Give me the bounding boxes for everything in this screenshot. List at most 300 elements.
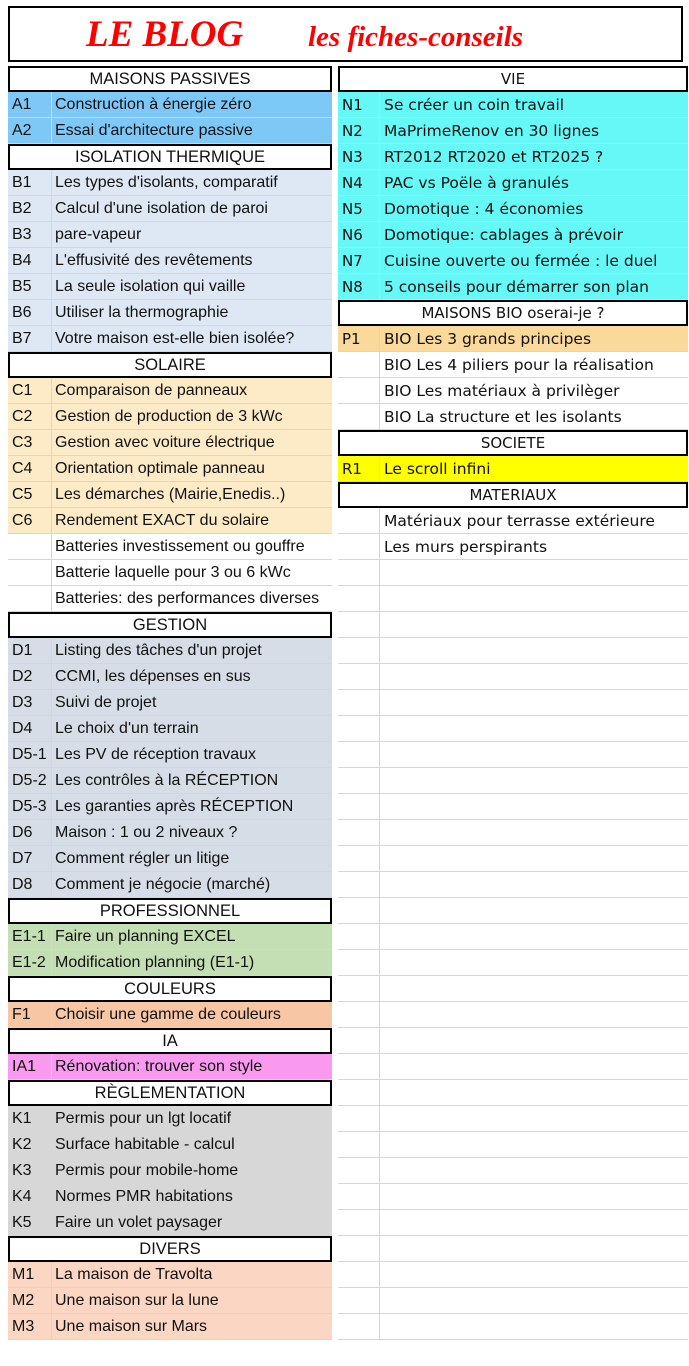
article-code: B6 bbox=[12, 304, 32, 321]
section-a bbox=[8, 66, 332, 144]
empty-cell bbox=[338, 1314, 688, 1340]
cell-divider bbox=[51, 222, 52, 247]
cell-divider bbox=[379, 612, 380, 637]
article-code: N2 bbox=[342, 122, 363, 140]
cell-divider bbox=[51, 846, 52, 871]
cell-divider bbox=[379, 1210, 380, 1235]
article-code: D3 bbox=[12, 694, 33, 711]
article-code: D7 bbox=[12, 850, 33, 867]
article-title: Matériaux pour terrasse extérieure bbox=[384, 512, 655, 530]
article-code: C3 bbox=[12, 434, 33, 451]
section-header[interactable]: RÈGLEMENTATION bbox=[8, 1080, 332, 1106]
article-code: C4 bbox=[12, 460, 33, 477]
cell-divider bbox=[379, 1106, 380, 1131]
cell-divider bbox=[379, 92, 380, 117]
cell-divider bbox=[51, 1002, 52, 1027]
article-link[interactable] bbox=[338, 144, 688, 170]
blog-title-banner bbox=[8, 6, 683, 62]
empty-cell bbox=[338, 612, 688, 638]
article-link[interactable] bbox=[338, 118, 688, 144]
cell-divider bbox=[51, 404, 52, 429]
article-title: PAC vs Poële à granulés bbox=[384, 174, 569, 192]
cell-divider bbox=[379, 274, 380, 299]
cell-divider bbox=[51, 872, 52, 897]
cell-divider bbox=[51, 1158, 52, 1183]
cell-divider bbox=[379, 1262, 380, 1287]
empty-cell bbox=[338, 664, 688, 690]
article-title: Domotique : 4 économies bbox=[384, 200, 584, 218]
article-link[interactable] bbox=[338, 326, 688, 352]
left-column bbox=[8, 66, 332, 1340]
section-b bbox=[8, 144, 332, 352]
cell-divider bbox=[51, 118, 52, 143]
empty-cell bbox=[338, 794, 688, 820]
section-header[interactable]: ISOLATION THERMIQUE bbox=[8, 144, 332, 170]
article-code: F1 bbox=[12, 1006, 31, 1023]
cell-divider bbox=[379, 1184, 380, 1209]
section-mat bbox=[338, 482, 688, 560]
empty-cell bbox=[338, 1028, 688, 1054]
blog-title: LE BLOG bbox=[86, 14, 244, 55]
cell-divider bbox=[51, 1314, 52, 1339]
article-title: BIO Les 4 piliers pour la réalisation bbox=[384, 356, 654, 374]
article-title: Comment je négocie (marché) bbox=[55, 876, 271, 893]
article-link[interactable] bbox=[8, 768, 332, 794]
empty-cell bbox=[338, 846, 688, 872]
cell-divider bbox=[379, 950, 380, 975]
section-e bbox=[8, 898, 332, 976]
article-title: BIO La structure et les isolants bbox=[384, 408, 622, 426]
empty-cell bbox=[338, 1080, 688, 1106]
article-link[interactable] bbox=[338, 222, 688, 248]
cell-divider bbox=[379, 326, 380, 351]
article-link[interactable] bbox=[8, 300, 332, 326]
cell-divider bbox=[379, 586, 380, 611]
cell-divider bbox=[379, 638, 380, 663]
article-title: BIO Les 3 grands principes bbox=[384, 330, 592, 348]
cell-divider bbox=[51, 664, 52, 689]
section-header[interactable]: GESTION bbox=[8, 612, 332, 638]
cell-divider bbox=[379, 196, 380, 221]
article-code: R1 bbox=[342, 460, 362, 478]
cell-divider bbox=[379, 1028, 380, 1053]
article-code: A2 bbox=[12, 122, 32, 139]
article-link[interactable] bbox=[8, 820, 332, 846]
cell-divider bbox=[379, 378, 380, 403]
empty-cell bbox=[338, 768, 688, 794]
cell-divider bbox=[51, 196, 52, 221]
cell-divider bbox=[51, 768, 52, 793]
section-header[interactable]: IA bbox=[8, 1028, 332, 1054]
cell-divider bbox=[51, 456, 52, 481]
cell-divider bbox=[379, 898, 380, 923]
article-link[interactable] bbox=[8, 1132, 332, 1158]
article-link[interactable] bbox=[8, 1314, 332, 1340]
empty-cell bbox=[338, 716, 688, 742]
article-code: K1 bbox=[12, 1110, 32, 1127]
article-title: Permis pour un lgt locatif bbox=[55, 1110, 232, 1127]
empty-cell bbox=[338, 1184, 688, 1210]
empty-cell bbox=[338, 1262, 688, 1288]
article-link[interactable] bbox=[338, 170, 688, 196]
cell-divider bbox=[379, 534, 380, 559]
article-title: Comparaison de panneaux bbox=[55, 382, 248, 399]
article-title: La seule isolation qui vaille bbox=[55, 278, 246, 295]
article-code: N6 bbox=[342, 226, 363, 244]
cell-divider bbox=[51, 1106, 52, 1131]
section-c bbox=[8, 352, 332, 612]
article-title: Suivi de projet bbox=[55, 694, 157, 711]
cell-divider bbox=[379, 794, 380, 819]
cell-divider bbox=[379, 352, 380, 377]
article-title: Orientation optimale panneau bbox=[55, 460, 265, 477]
article-link[interactable] bbox=[8, 924, 332, 950]
cell-divider bbox=[379, 248, 380, 273]
article-title: Faire un volet paysager bbox=[55, 1214, 223, 1231]
article-code: A1 bbox=[12, 96, 32, 113]
article-code: E1-2 bbox=[12, 954, 46, 971]
article-title: Surface habitable - calcul bbox=[55, 1136, 235, 1153]
article-title: Une maison sur Mars bbox=[55, 1318, 208, 1335]
empty-cell bbox=[338, 1288, 688, 1314]
article-title: MaPrimeRenov en 30 lignes bbox=[384, 122, 600, 140]
article-link[interactable] bbox=[8, 222, 332, 248]
cell-divider bbox=[51, 534, 52, 559]
empty-cell bbox=[338, 690, 688, 716]
section-n bbox=[338, 66, 688, 300]
article-code: C2 bbox=[12, 408, 33, 425]
section-header[interactable]: MAISONS BIO oserai-je ? bbox=[338, 300, 688, 326]
section-p bbox=[338, 300, 688, 430]
article-code: B1 bbox=[12, 174, 32, 191]
article-title: Une maison sur la lune bbox=[55, 1292, 219, 1309]
cell-divider bbox=[379, 1080, 380, 1105]
section-m bbox=[8, 1236, 332, 1340]
empty-cell bbox=[338, 924, 688, 950]
cell-divider bbox=[379, 716, 380, 741]
cell-divider bbox=[51, 1210, 52, 1235]
article-title: Rendement EXACT du solaire bbox=[55, 512, 270, 529]
cell-divider bbox=[51, 170, 52, 195]
article-code: D5-1 bbox=[12, 746, 47, 763]
article-link[interactable] bbox=[8, 92, 332, 118]
empty-cell bbox=[338, 1210, 688, 1236]
cell-divider bbox=[51, 794, 52, 819]
article-code: N5 bbox=[342, 200, 363, 218]
article-title: CCMI, les dépenses en sus bbox=[55, 668, 251, 685]
article-link[interactable] bbox=[8, 1002, 332, 1028]
article-code: B3 bbox=[12, 226, 32, 243]
article-code: C1 bbox=[12, 382, 33, 399]
article-link[interactable] bbox=[8, 1106, 332, 1132]
article-code: B7 bbox=[12, 330, 32, 347]
article-title: Batteries: des performances diverses bbox=[55, 590, 320, 607]
article-code: D6 bbox=[12, 824, 33, 841]
article-title: Calcul d'une isolation de paroi bbox=[55, 200, 268, 217]
empty-cell bbox=[338, 872, 688, 898]
cell-divider bbox=[379, 560, 380, 585]
article-link[interactable] bbox=[8, 248, 332, 274]
article-code: M2 bbox=[12, 1292, 35, 1309]
cell-divider bbox=[379, 170, 380, 195]
section-header[interactable]: MAISONS PASSIVES bbox=[8, 66, 332, 92]
article-code: D2 bbox=[12, 668, 33, 685]
section-r bbox=[338, 430, 688, 482]
article-code: E1-1 bbox=[12, 928, 46, 945]
article-link[interactable] bbox=[8, 378, 332, 404]
article-title: pare-vapeur bbox=[55, 226, 142, 243]
article-link[interactable] bbox=[338, 274, 688, 300]
cell-divider bbox=[379, 1054, 380, 1079]
article-link[interactable] bbox=[8, 690, 332, 716]
empty-cell bbox=[338, 820, 688, 846]
article-code: IA1 bbox=[12, 1058, 37, 1075]
cell-divider bbox=[51, 690, 52, 715]
article-link[interactable] bbox=[8, 430, 332, 456]
article-title: RT2012 RT2020 et RT2025 ? bbox=[384, 148, 604, 166]
article-title: Le scroll infini bbox=[384, 460, 491, 478]
article-code: N3 bbox=[342, 148, 363, 166]
article-code: K4 bbox=[12, 1188, 32, 1205]
cell-divider bbox=[379, 976, 380, 1001]
empty-cell bbox=[338, 1106, 688, 1132]
empty-cell bbox=[338, 1054, 688, 1080]
cell-divider bbox=[51, 1132, 52, 1157]
article-code: N8 bbox=[342, 278, 363, 296]
article-link[interactable] bbox=[8, 716, 332, 742]
cell-divider bbox=[51, 1262, 52, 1287]
article-title: Permis pour mobile-home bbox=[55, 1162, 239, 1179]
section-header[interactable]: SOCIETE bbox=[338, 430, 688, 456]
article-title: Les garanties après RÉCEPTION bbox=[55, 798, 294, 815]
cell-divider bbox=[51, 92, 52, 117]
empty-cell bbox=[338, 638, 688, 664]
cell-divider bbox=[379, 768, 380, 793]
empty-cell bbox=[338, 742, 688, 768]
article-link[interactable] bbox=[8, 846, 332, 872]
article-link[interactable] bbox=[338, 378, 688, 404]
section-f bbox=[8, 976, 332, 1028]
empty-cell bbox=[338, 1236, 688, 1262]
article-link[interactable] bbox=[8, 742, 332, 768]
article-title: Les PV de réception travaux bbox=[55, 746, 257, 763]
article-code: N7 bbox=[342, 252, 363, 270]
section-header[interactable]: MATERIAUX bbox=[338, 482, 688, 508]
article-code: D1 bbox=[12, 642, 33, 659]
article-title: 5 conseils pour démarrer son plan bbox=[384, 278, 650, 296]
article-title: L'effusivité des revêtements bbox=[55, 252, 253, 269]
article-title: BIO Les matériaux à privilèger bbox=[384, 382, 620, 400]
article-link[interactable] bbox=[8, 1158, 332, 1184]
article-link[interactable] bbox=[8, 404, 332, 430]
article-link[interactable] bbox=[338, 248, 688, 274]
article-title: Les murs perspirants bbox=[384, 538, 548, 556]
section-header[interactable]: DIVERS bbox=[8, 1236, 332, 1262]
empty-cell bbox=[338, 586, 688, 612]
article-title: Rénovation: trouver son style bbox=[55, 1058, 263, 1075]
article-title: Faire un planning EXCEL bbox=[55, 928, 236, 945]
cell-divider bbox=[379, 1132, 380, 1157]
article-code: B2 bbox=[12, 200, 32, 217]
cell-divider bbox=[379, 820, 380, 845]
article-link[interactable] bbox=[8, 170, 332, 196]
article-link[interactable] bbox=[338, 352, 688, 378]
section-header[interactable]: COULEURS bbox=[8, 976, 332, 1002]
article-code: C5 bbox=[12, 486, 33, 503]
article-link[interactable] bbox=[338, 196, 688, 222]
article-title: Domotique: cablages à prévoir bbox=[384, 226, 623, 244]
cell-divider bbox=[51, 300, 52, 325]
cell-divider bbox=[379, 1158, 380, 1183]
cell-divider bbox=[51, 924, 52, 949]
right-column bbox=[338, 66, 688, 1340]
article-code: M3 bbox=[12, 1318, 35, 1335]
cell-divider bbox=[51, 820, 52, 845]
cell-divider bbox=[51, 378, 52, 403]
article-link[interactable] bbox=[8, 1184, 332, 1210]
cell-divider bbox=[51, 560, 52, 585]
cell-divider bbox=[379, 118, 380, 143]
section-header[interactable]: VIE bbox=[338, 66, 688, 92]
article-link[interactable] bbox=[8, 326, 332, 352]
article-link[interactable] bbox=[8, 508, 332, 534]
article-code: D4 bbox=[12, 720, 33, 737]
cell-divider bbox=[379, 742, 380, 767]
article-code: N4 bbox=[342, 174, 363, 192]
article-link[interactable] bbox=[338, 508, 688, 534]
cell-divider bbox=[51, 326, 52, 351]
article-link[interactable] bbox=[8, 586, 332, 612]
empty-cell bbox=[338, 1132, 688, 1158]
article-code: B4 bbox=[12, 252, 32, 269]
cell-divider bbox=[379, 664, 380, 689]
cell-divider bbox=[379, 144, 380, 169]
cell-divider bbox=[51, 586, 52, 611]
article-link[interactable] bbox=[8, 1288, 332, 1314]
article-link[interactable] bbox=[8, 872, 332, 898]
article-code: P1 bbox=[342, 330, 361, 348]
article-title: Les démarches (Mairie,Enedis..) bbox=[55, 486, 286, 503]
cell-divider bbox=[379, 690, 380, 715]
cell-divider bbox=[379, 508, 380, 533]
article-code: K3 bbox=[12, 1162, 32, 1179]
empty-cell bbox=[338, 898, 688, 924]
empty-cell bbox=[338, 560, 688, 586]
section-ia bbox=[8, 1028, 332, 1080]
article-code: D5-3 bbox=[12, 798, 47, 815]
article-title: Gestion de production de 3 kWc bbox=[55, 408, 283, 425]
article-link[interactable] bbox=[8, 456, 332, 482]
article-title: Les contrôles à la RÉCEPTION bbox=[55, 772, 279, 789]
cell-divider bbox=[379, 456, 380, 481]
article-link[interactable] bbox=[8, 1054, 332, 1080]
cell-divider bbox=[379, 1314, 380, 1339]
article-title: Maison : 1 ou 2 niveaux ? bbox=[55, 824, 238, 841]
article-title: Choisir une gamme de couleurs bbox=[55, 1006, 281, 1023]
article-link[interactable] bbox=[8, 118, 332, 144]
article-link[interactable] bbox=[8, 794, 332, 820]
cell-divider bbox=[379, 1288, 380, 1313]
empty-cell bbox=[338, 1002, 688, 1028]
article-link[interactable] bbox=[8, 1262, 332, 1288]
section-header[interactable]: PROFESSIONNEL bbox=[8, 898, 332, 924]
article-link[interactable] bbox=[8, 196, 332, 222]
article-title: Comment régler un litige bbox=[55, 850, 230, 867]
article-title: Essai d'architecture passive bbox=[55, 122, 253, 139]
article-title: Batteries investissement ou gouffre bbox=[55, 538, 305, 555]
empty-cell bbox=[338, 1158, 688, 1184]
article-title: Votre maison est-elle bien isolée? bbox=[55, 330, 295, 347]
article-title: Modification planning (E1-1) bbox=[55, 954, 255, 971]
article-link[interactable] bbox=[8, 1210, 332, 1236]
section-k bbox=[8, 1080, 332, 1236]
article-title: Listing des tâches d'un projet bbox=[55, 642, 262, 659]
cell-divider bbox=[379, 924, 380, 949]
article-link[interactable] bbox=[338, 404, 688, 430]
article-code: D5-2 bbox=[12, 772, 47, 789]
article-link[interactable] bbox=[8, 482, 332, 508]
blog-subtitle: les fiches-conseils bbox=[308, 21, 524, 53]
article-title: Cuisine ouverte ou fermée : le duel bbox=[384, 252, 658, 270]
cell-divider bbox=[379, 222, 380, 247]
cell-divider bbox=[51, 248, 52, 273]
cell-divider bbox=[51, 508, 52, 533]
article-code: B5 bbox=[12, 278, 32, 295]
cell-divider bbox=[51, 274, 52, 299]
article-link[interactable] bbox=[8, 560, 332, 586]
empty-cell bbox=[338, 976, 688, 1002]
cell-divider bbox=[379, 1236, 380, 1261]
article-title: Le choix d'un terrain bbox=[55, 720, 199, 737]
cell-divider bbox=[51, 1288, 52, 1313]
cell-divider bbox=[51, 716, 52, 741]
article-link[interactable] bbox=[8, 534, 332, 560]
article-title: La maison de Travolta bbox=[55, 1266, 213, 1283]
cell-divider bbox=[51, 950, 52, 975]
cell-divider bbox=[379, 404, 380, 429]
article-code: K5 bbox=[12, 1214, 32, 1231]
cell-divider bbox=[51, 742, 52, 767]
cell-divider bbox=[379, 872, 380, 897]
article-title: Construction à énergie zéro bbox=[55, 96, 252, 113]
article-link[interactable] bbox=[8, 950, 332, 976]
cell-divider bbox=[51, 482, 52, 507]
article-title: Se créer un coin travail bbox=[384, 96, 565, 114]
section-header[interactable]: SOLAIRE bbox=[8, 352, 332, 378]
article-title: Normes PMR habitations bbox=[55, 1188, 233, 1205]
article-link[interactable] bbox=[8, 638, 332, 664]
article-code: K2 bbox=[12, 1136, 32, 1153]
section-d bbox=[8, 612, 332, 898]
empty-cell bbox=[338, 950, 688, 976]
article-link[interactable] bbox=[338, 534, 688, 560]
cell-divider bbox=[51, 638, 52, 663]
article-code: N1 bbox=[342, 96, 363, 114]
article-link[interactable] bbox=[8, 664, 332, 690]
cell-divider bbox=[51, 1054, 52, 1079]
article-link[interactable] bbox=[8, 274, 332, 300]
cell-divider bbox=[51, 1184, 52, 1209]
article-link[interactable] bbox=[338, 92, 688, 118]
cell-divider bbox=[51, 430, 52, 455]
article-link[interactable] bbox=[338, 456, 688, 482]
article-title: Gestion avec voiture électrique bbox=[55, 434, 275, 451]
article-title: Les types d'isolants, comparatif bbox=[55, 174, 278, 191]
article-code: D8 bbox=[12, 876, 33, 893]
article-code: M1 bbox=[12, 1266, 35, 1283]
cell-divider bbox=[379, 1002, 380, 1027]
article-code: C6 bbox=[12, 512, 33, 529]
